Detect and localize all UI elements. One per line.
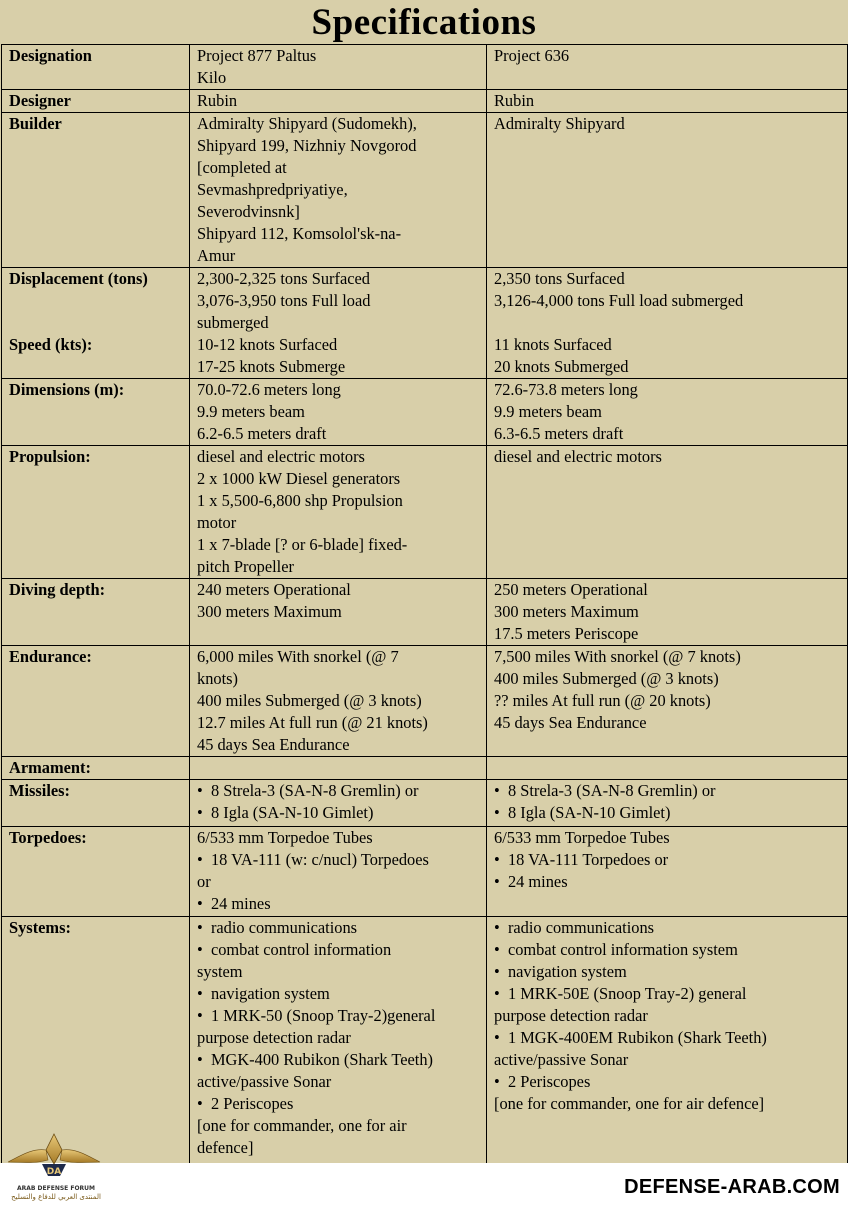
cell-line: 7,500 miles With snorkel (@ 7 knots) [494,647,741,666]
bullet-item: • 1 MRK-50 (Snoop Tray-2)general [197,1005,482,1027]
cell-project-636 [487,45,848,90]
cell-project-877 [190,579,487,646]
cell-line: 2 x 1000 kW Diesel generators [197,469,401,488]
cell-project-636 [487,646,848,757]
bullet-item: • radio communications [494,917,843,939]
cell-project-636: Rubin [487,90,848,113]
cell-line: 10-12 knots Surfaced [197,335,338,354]
site-watermark[interactable]: DEFENSE-ARAB.COM [624,1176,840,1198]
bullet-item: • 18 VA-111 (w: c/nucl) Torpedoes [197,849,482,871]
bullet-item: • navigation system [494,961,843,983]
cell-line: 3,126-4,000 tons Full load submerged [494,291,744,310]
row-label [2,268,190,379]
row-label: Dimensions (m): [2,379,190,446]
cell-line: purpose detection radar [494,1006,648,1025]
cell-line: pitch Propeller [197,557,294,576]
bullet-item: • radio communications [197,917,482,939]
cell-project-636 [487,446,848,579]
cell-line: 9.9 meters beam [197,402,305,421]
row-label: Armament: [2,757,190,780]
cell-line: diesel and electric motors [494,447,662,466]
cell-line: 3,076-3,950 tons Full load [197,291,371,310]
cell-project-877 [190,646,487,757]
cell-line: knots) [197,669,238,688]
row-label: Endurance: [2,646,190,757]
table-row-propulsion [2,446,848,579]
bullet-item: • 8 Igla (SA-N-10 Gimlet) [197,802,482,824]
cell-line [494,312,843,334]
cell-line: 1 x 7-blade [? or 6-blade] fixed- [197,535,408,554]
cell-project-877 [190,45,487,90]
cell-project-636 [487,268,848,379]
cell-line: 6/533 mm Torpedoe Tubes [197,828,373,847]
cell-line: [one for commander, one for air defence] [494,1094,765,1113]
cell-line: 6,000 miles With snorkel (@ 7 [197,647,399,666]
cell-line: 2,300-2,325 tons Surfaced [197,269,370,288]
table-row-designer [2,90,848,113]
row-label: Designation [2,45,190,90]
cell-line: 11 knots Surfaced [494,335,612,354]
bullet-item: • 1 MGK-400EM Rubikon (Shark Teeth) [494,1027,843,1049]
row-label: Builder [2,113,190,268]
cell-line: Admiralty Shipyard [494,114,625,133]
cell-line: 400 miles Submerged (@ 3 knots) [494,669,719,688]
cell-line: 45 days Sea Endurance [494,713,647,732]
cell-line: defence] [197,1138,254,1157]
table-row-endurance [2,646,848,757]
row-label: Propulsion: [2,446,190,579]
cell-line: motor [197,513,237,532]
cell-project-636 [487,579,848,646]
cell-line: Amur [197,246,236,265]
page-title: Specifications [311,2,537,43]
cell-line: 300 meters Maximum [197,602,342,621]
bullet-item: • 2 Periscopes [197,1093,482,1115]
cell-line: system [197,962,243,981]
table-row-torpedoes [2,827,848,917]
cell-project-636 [487,827,848,917]
bullet-item: • 8 Strela-3 (SA-N-8 Gremlin) or [197,780,482,802]
bullet-item: • combat control information [197,939,482,961]
cell-line: Severodvinsnk] [197,202,300,221]
cell-line: 240 meters Operational [197,580,351,599]
cell-line: 300 meters Maximum [494,602,639,621]
bullet-item: • 24 mines [197,893,482,915]
cell-line: 1 x 5,500-6,800 shp Propulsion [197,491,403,510]
cell-line: submerged [197,313,269,332]
row-label: Systems: [2,917,190,1169]
cell-line: 400 miles Submerged (@ 3 knots) [197,691,422,710]
cell-line: or [197,872,211,891]
cell-line: 45 days Sea Endurance [197,735,350,754]
cell-line: Shipyard 199, Nizhniy Novgorod [197,136,417,155]
row-label: Diving depth: [2,579,190,646]
table-row-systems [2,917,848,1169]
cell-line: active/passive Sonar [494,1050,629,1069]
table-row-missiles [2,780,848,827]
cell-line: [one for commander, one for air [197,1116,407,1135]
cell-line: Sevmashpredpriyatiye, [197,180,348,199]
cell-line: Shipyard 112, Komsolol'sk-na- [197,224,402,243]
cell-project-877: Rubin [190,90,487,113]
cell-project-636 [487,379,848,446]
cell-line: 250 meters Operational [494,580,648,599]
cell-line: 6.3-6.5 meters draft [494,424,624,443]
cell-line: 20 knots Submerged [494,357,629,376]
table-row-armament [2,757,848,780]
table-row-diving-depth [2,579,848,646]
cell-project-636 [487,757,848,780]
table-row-designation [2,45,848,90]
speed-label: Speed (kts): [9,335,93,354]
cell-project-636 [487,113,848,268]
footer-bar [0,1163,848,1205]
row-label: Designer [2,90,190,113]
cell-line: 6.2-6.5 meters draft [197,424,327,443]
specifications-table [1,44,848,1169]
cell-line: 9.9 meters beam [494,402,602,421]
cell-line: diesel and electric motors [197,447,365,466]
cell-project-636 [487,780,848,827]
cell-line: 72.6-73.8 meters long [494,380,638,399]
cell-line: Project 877 Paltus [197,46,317,65]
bullet-item: • combat control information system [494,939,843,961]
bullet-item: • 1 MRK-50E (Snoop Tray-2) general [494,983,843,1005]
table-row-dimensions [2,379,848,446]
cell-line: [completed at [197,158,287,177]
cell-line: active/passive Sonar [197,1072,332,1091]
cell-project-636 [487,917,848,1169]
cell-project-877 [190,446,487,579]
displacement-label: Displacement (tons) [9,269,148,288]
cell-project-877 [190,113,487,268]
bullet-item: • 8 Igla (SA-N-10 Gimlet) [494,802,843,824]
cell-project-877 [190,757,487,780]
cell-line: 12.7 miles At full run (@ 21 knots) [197,713,428,732]
cell-project-877 [190,827,487,917]
cell-line: Project 636 [494,46,570,65]
cell-project-877 [190,379,487,446]
cell-line: Kilo [197,68,227,87]
logo-caption-english: ARAB DEFENSE FORUM [16,1185,96,1192]
cell-line: 6/533 mm Torpedoe Tubes [494,828,670,847]
cell-project-877 [190,917,487,1169]
cell-line: 17.5 meters Periscope [494,624,639,643]
cell-line: purpose detection radar [197,1028,351,1047]
cell-line: 17-25 knots Submerge [197,357,346,376]
bullet-item: • navigation system [197,983,482,1005]
cell-project-877 [190,268,487,379]
table-row-displacement-speed [2,268,848,379]
cell-line: ?? miles At full run (@ 20 knots) [494,691,711,710]
cell-project-877 [190,780,487,827]
table-row-builder [2,113,848,268]
bullet-item: • MGK-400 Rubikon (Shark Teeth) [197,1049,482,1071]
row-label: Torpedoes: [2,827,190,917]
row-label: Missiles: [2,780,190,827]
cell-line: 70.0-72.6 meters long [197,380,341,399]
logo-mark: DA [46,1167,62,1177]
logo-caption-arabic: المنتدى العربي للدفاع والتسليح [11,1193,101,1201]
bullet-item: • 24 mines [494,871,843,893]
cell-line: 2,350 tons Surfaced [494,269,625,288]
cell-line: Admiralty Shipyard (Sudomekh), [197,114,417,133]
bullet-item: • 2 Periscopes [494,1071,843,1093]
bullet-item: • 8 Strela-3 (SA-N-8 Gremlin) or [494,780,843,802]
bullet-item: • 18 VA-111 Torpedoes or [494,849,843,871]
